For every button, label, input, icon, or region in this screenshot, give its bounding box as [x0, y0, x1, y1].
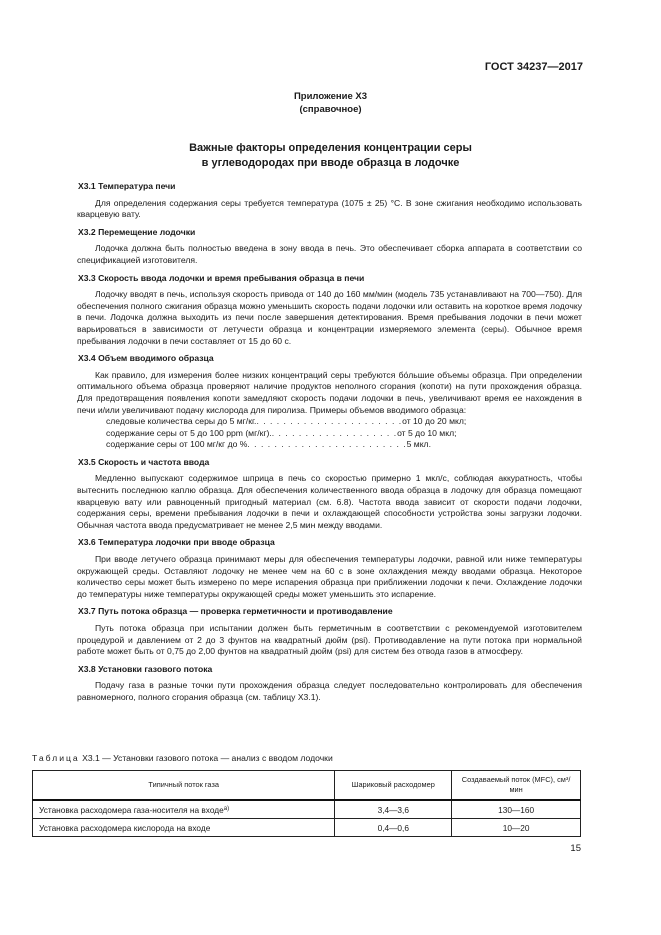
- footnote-mark: а): [223, 805, 230, 812]
- table-caption: [32, 753, 333, 763]
- table-cell: 0,4—0,6: [335, 819, 452, 837]
- section-x3-2: [77, 227, 582, 267]
- standard-code: ГОСТ 34237—2017: [484, 61, 583, 73]
- title-line-1: Важные факторы определения концентрации серы: [189, 142, 472, 154]
- appendix-heading: [0, 90, 661, 116]
- table-caption-prefix: Таблица: [32, 753, 80, 763]
- section-x3-7: [77, 606, 582, 657]
- table-row: [33, 800, 581, 819]
- section-x3-4: [77, 353, 582, 451]
- section-paragraph: Лодочка должна быть полностью введена в зону ввода в печь. Это обеспечивает сборка аппарата в соответствии со спецификацией изготовителя.: [77, 243, 582, 265]
- column-header: Создаваемый поток (MFC), см³/мин: [452, 771, 581, 801]
- table-cell: 3,4—3,6: [335, 800, 452, 819]
- list-item: содержание серы от 5 до 100 ppm (мг/кг).. . . . . . . . . . . . . . . . . . .от 5 до 10 мкл;: [106, 427, 457, 438]
- section-heading: Х3.1 Температура печи: [78, 181, 176, 191]
- section-x3-6: [77, 537, 582, 600]
- dot-leader: . . . . . . . . . . . . . . . . . . . . . . . .: [247, 439, 407, 450]
- gas-flow-table: [32, 770, 581, 837]
- section-heading: Х3.5 Скорость и частота ввода: [78, 456, 210, 467]
- section-heading: Х3.3 Скорость ввода лодочки и время пребывания образца в печи: [78, 272, 365, 283]
- section-x3-3: [77, 273, 582, 348]
- section-heading: Х3.8 Установки газового потока: [78, 663, 213, 674]
- section-paragraph: Для определения содержания серы требуется температура (1075 ± 25) °С. В зоне сжигания необходимо использовать кварцевую вату.: [77, 197, 582, 220]
- section-paragraph: Медленно выпускают содержимое шприца в печь со скоростью примерно 1 мкл/с, соблюдая аккуратность, чтобы вытеснить последнюю каплю образца. Для обеспечения количественного ввода образца в лодочку для образца помещают кварцевую вату или равноценный пригодный материал (см. 6.8). Частота ввода зависит от скорости подачи лодочки, содержания серы, времени пребывания лодочки в печи и охлаждающей способности устройства зоны загрузки лодочки. Обычная частота ввода предусматривает не менее 2,5 мин между вводами.: [77, 473, 582, 530]
- dot-leader: . . . . . . . . . . . . . . . . . . . . . .: [256, 416, 403, 427]
- table-cell: Установка расходомера кислорода на входе: [33, 819, 335, 837]
- dot-leader: . . . . . . . . . . . . . . . . . . .: [271, 427, 398, 438]
- column-header: Шариковый расходомер: [335, 771, 452, 801]
- column-header: Типичный поток газа: [33, 771, 335, 801]
- list-item: содержание серы от 100 мг/кг до %. . . . . . . . . . . . . . . . . . . . . . . .5 мкл.: [106, 439, 431, 450]
- section-paragraph: Путь потока образца при испытании должен быть герметичным в соответствии с рекомендуемой изготовителем процедурой и давлением от 2 до 3 фунтов на квадратный дюйм (psi). Противодавление на пути потока при нормальной работе может быть от 0,75 до 2,00 фунтов на квадратный дюйм (psi) для систем без отвода газов в атмосферу.: [77, 623, 582, 657]
- table-cell: 130—160: [452, 800, 581, 819]
- list-item: следовые количества серы до 5 мг/кг.. . . . . . . . . . . . . . . . . . . . . .от 10 до 20 мкл;: [106, 416, 467, 427]
- table-caption-text: Х3.1 — Установки газового потока — анализ с вводом лодочки: [79, 753, 333, 763]
- table-header-row: [33, 771, 581, 801]
- title-line-2: в углеводородах при вводе образца в лодочке: [201, 157, 460, 169]
- section-x3-5: [77, 457, 582, 532]
- section-paragraph: Как правило, для измерения более низких концентраций серы требуются бо́льшие объемы образца. При определении оптимального объема образца проверяют наличие продуктов неполного сгорания (копоти) на пути прохождения образца. Для предотвращения появления копоти замедляют скорость подачи лодочки в печь, увеличивают время ее нахождения в печи и/или увеличивают подачу кислорода для пиролиза. Примеры объемов вводимого образца:: [77, 369, 582, 415]
- table-cell: 10—20: [452, 819, 581, 837]
- section-heading: Х3.4 Объем вводимого образца: [78, 353, 214, 364]
- page-number: 15: [570, 843, 581, 854]
- section-paragraph: При вводе летучего образца принимают меры для обеспечения температуры лодочки, равной или ниже температуры окружающей среды. Оставляют лодочку не менее чем на 60 с в зоне охлаждения между вводами образца. Некоторое количество серы может быть измерено по мере испарения образца при приближении лодочки к печи. Охлаждение лодочки до температуры ниже температуры окружающей среды может уменьшить это испарение.: [77, 554, 582, 599]
- section-paragraph: Лодочку вводят в печь, используя скорость привода от 140 до 160 мм/мин (модель 735 устанавливают на 700—750). Для обеспечения полного сжигания образца можно уменьшить скорость подачи лодочки или оставить на короткое время лодочку в печи. Лодочка должна выходить из печи после завершения детектирования. Время пребывания лодочки в печи может варьироваться в зависимости от летучести образца и концентрации измеряемого элемента (серы). Обычное время пребывания лодочки в печи составляет от 15 до 60 с.: [77, 289, 582, 346]
- table-row: [33, 819, 581, 837]
- appendix-type: (справочное): [299, 104, 362, 115]
- section-paragraph: Подачу газа в разные точки пути прохождения образца следует последовательно контролировать для обеспечения равномерного, полного сгорания образца (см. таблицу Х3.1).: [77, 680, 582, 702]
- section-x3-1: [77, 181, 582, 221]
- section-x3-8: [77, 664, 582, 704]
- appendix-label: Приложение Х3: [293, 91, 368, 102]
- section-heading: Х3.7 Путь потока образца — проверка герметичности и противодавление: [78, 606, 393, 617]
- section-heading: Х3.2 Перемещение лодочки: [78, 226, 196, 237]
- table-cell: Установка расходомера газа-носителя на входе$^{а)}$: [33, 800, 335, 819]
- appendix-title: [0, 141, 661, 171]
- appendix-body: [77, 181, 582, 710]
- volume-examples-list: [106, 416, 582, 451]
- section-heading: Х3.6 Температура лодочки при вводе образца: [78, 537, 275, 548]
